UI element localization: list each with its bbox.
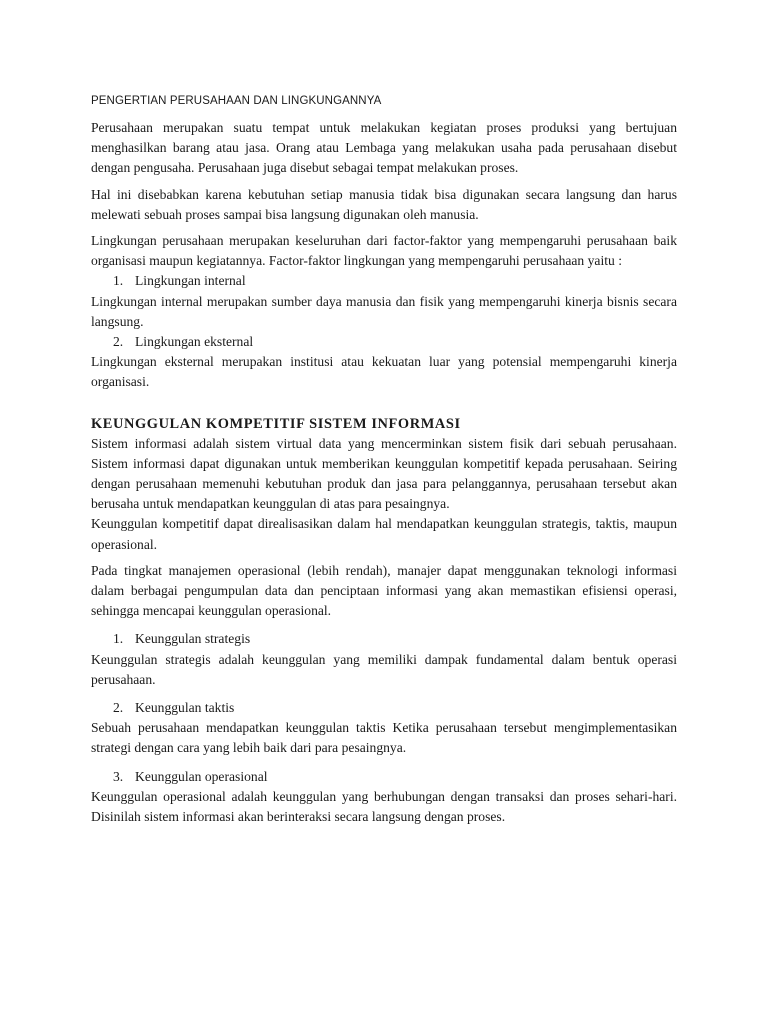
document-body xyxy=(91,93,677,827)
section2-list-desc-1: Keunggulan strategis adalah keunggulan yang memiliki dampak fundamental dalam bentuk operasi perusahaan. xyxy=(91,651,677,687)
section1-title: PENGERTIAN PERUSAHAAN DAN LINGKUNGANNYA xyxy=(91,95,382,107)
section2-paragraph-2: Keunggulan kompetitif dapat direalisasikan dalam hal mendapatkan keunggulan strategis, taktis, maupun operasional. xyxy=(91,516,677,552)
section2-title: KEUNGGULAN KOMPETITIF SISTEM INFORMASI xyxy=(91,415,461,432)
list-label: Lingkungan eksternal xyxy=(135,334,254,350)
section1-list-desc-1: Lingkungan internal merupakan sumber daya manusia dan fisik yang mempengaruhi kinerja bisnis secara langsung. xyxy=(91,293,677,329)
section1-paragraph-1: Perusahaan merupakan suatu tempat untuk melakukan kegiatan proses produksi yang bertujuan menghasilkan barang atau jasa. Orang atau Lembaga yang melakukan usaha pada perusahaan disebut dengan pengusaha. Perusahaan juga disebut sebagai tempat melakukan proses. xyxy=(91,120,677,176)
section1-list-desc-2: Lingkungan eksternal merupakan institusi atau kekuatan luar yang potensial mempengaruhi kinerja organisasi. xyxy=(91,354,677,390)
section2-list-item-3 xyxy=(91,767,677,787)
section2-list-item-2 xyxy=(91,698,677,718)
section1-list-item-2 xyxy=(91,332,677,352)
list-number: 1. xyxy=(113,631,124,647)
section1-paragraph-3: Lingkungan perusahaan merupakan keseluruhan dari factor-faktor yang mempengaruhi perusahaan baik organisasi maupun kegiatannya. Factor-faktor lingkungan yang mempengaruhi perusahaan yaitu : xyxy=(91,233,677,269)
section1-list-item-1 xyxy=(91,271,677,291)
section1-paragraph-2: Hal ini disebabkan karena kebutuhan setiap manusia tidak bisa digunakan secara langsung dan harus melewati sebuah proses sampai bisa langsung digunakan oleh manusia. xyxy=(91,186,677,222)
list-number: 2. xyxy=(113,700,124,716)
section2-list-item-1 xyxy=(91,629,677,649)
section2-list-desc-2: Sebuah perusahaan mendapatkan keunggulan taktis Ketika perusahaan tersebut mengimplementasikan strategi dengan cara yang lebih baik dari para pesaingnya. xyxy=(91,720,677,756)
list-label: Keunggulan taktis xyxy=(135,700,235,716)
list-label: Lingkungan internal xyxy=(135,273,246,289)
list-number: 1. xyxy=(113,273,124,289)
section2-paragraph-1: Sistem informasi adalah sistem virtual data yang mencerminkan sistem fisik dari sebuah perusahaan. Sistem informasi dapat digunakan untuk memberikan keunggulan kompetitif kepada perusahaan. Seiring dengan perusahaan memenuhi kebutuhan produk dan jasa para pelanggannya, perusahaan tersebut akan berusaha untuk mendapatkan keunggulan di atas para pesaingnya. xyxy=(91,435,677,512)
section-spacer xyxy=(91,393,677,415)
list-label: Keunggulan operasional xyxy=(135,768,268,784)
section2-list-desc-3: Keunggulan operasional adalah keunggulan yang berhubungan dengan transaksi dan proses sehari-hari. Disinilah sistem informasi akan berinteraksi secara langsung dengan proses. xyxy=(91,788,677,825)
list-number: 3. xyxy=(113,768,124,784)
list-label: Keunggulan strategis xyxy=(135,631,251,647)
list-number: 2. xyxy=(113,334,124,350)
section2-paragraph-3: Pada tingkat manajemen operasional (lebih rendah), manajer dapat menggunakan teknologi informasi dalam berbagai pengumpulan data dan penciptaan informasi yang akan memastikan efisiensi operasi, sehingga mencapai keunggulan operasional. xyxy=(91,562,677,619)
